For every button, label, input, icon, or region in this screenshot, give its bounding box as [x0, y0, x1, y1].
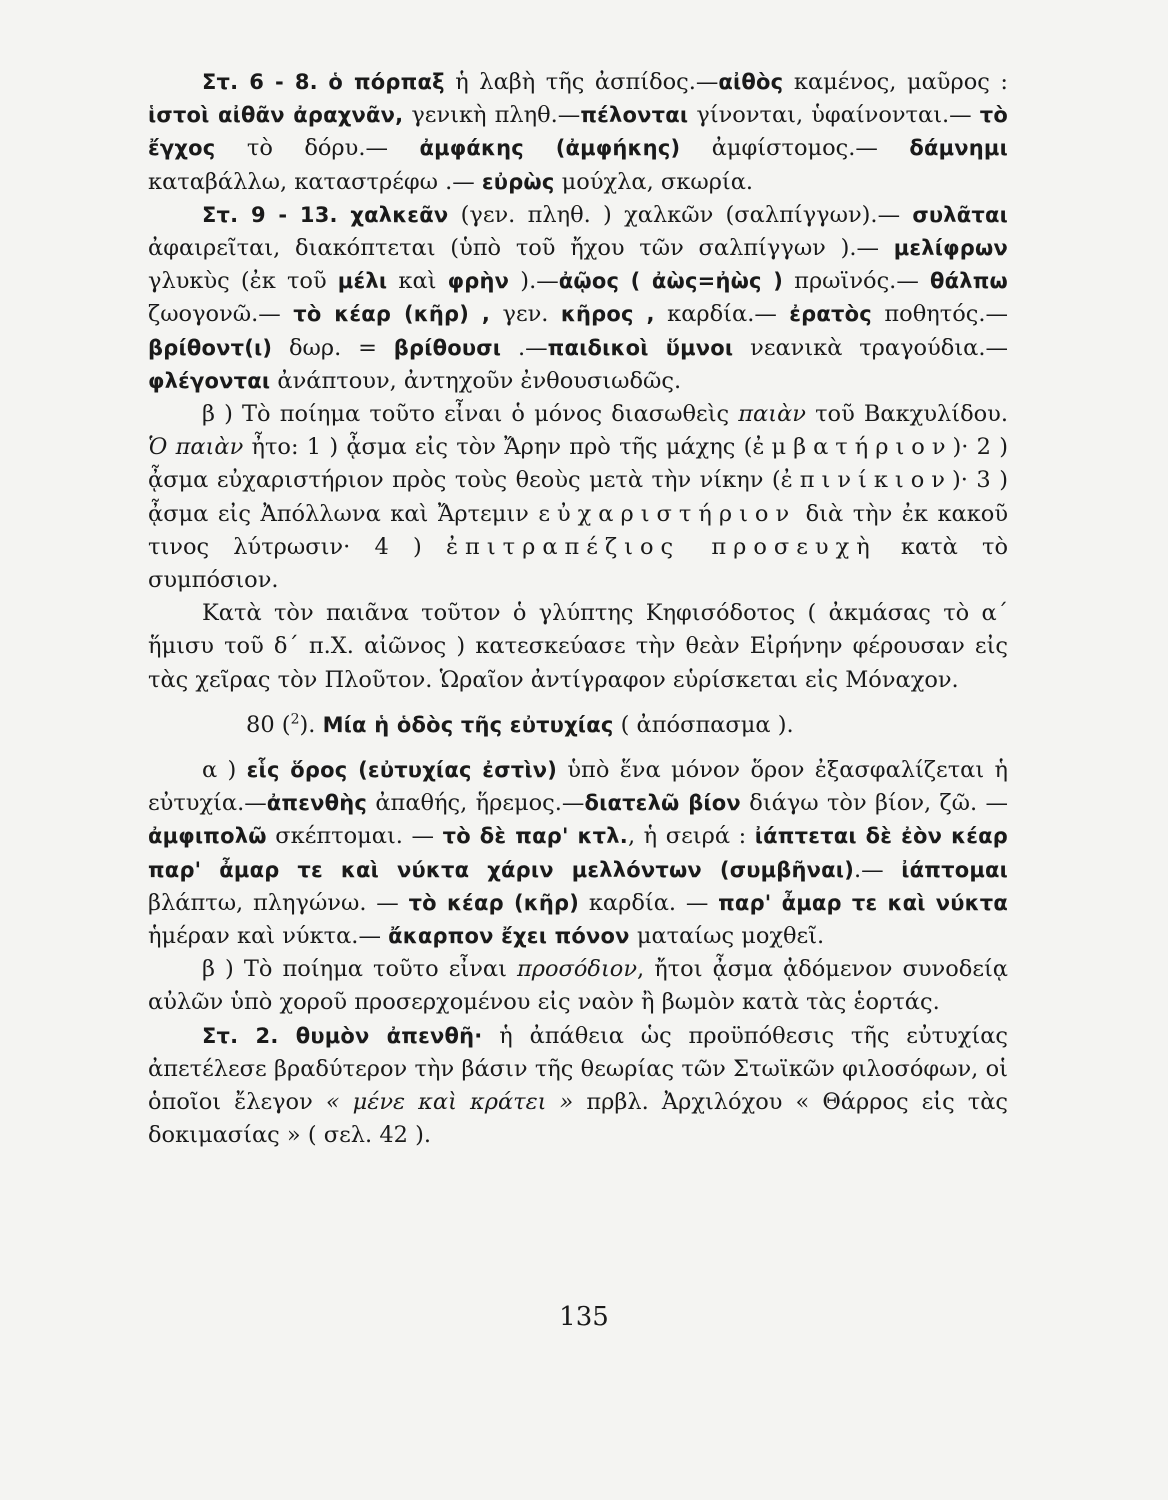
term: τὸ κέαρ (κῆρ) , — [293, 302, 491, 327]
text: )· 3 ) ᾆσμα εἰς Ἀπόλλωνα καὶ Ἄρτεμιν — [148, 467, 1008, 527]
definition: πρωϊνός.— — [783, 268, 930, 295]
term: τὸ κέαρ (κῆρ) — [408, 890, 580, 915]
term: ἀμφιπολῶ — [148, 824, 267, 849]
line-ref: Στ. 2. — [202, 1023, 296, 1048]
definition: διάγω τὸν βίον, ζῶ. — — [740, 790, 1009, 817]
definition: καρδία. — — [579, 889, 719, 916]
section-number-close: ). — [299, 711, 323, 738]
footnote-mark: 2 — [290, 711, 300, 728]
definition: καὶ — [387, 268, 448, 295]
text: β ) Τὸ ποίημα τοῦτο εἶναι — [202, 956, 517, 983]
term: ἀπενθὴς — [266, 791, 368, 816]
definition: γλυκὺς (ἐκ τοῦ — [148, 268, 338, 295]
definition: καμένος, μαῦρος : — [783, 69, 1009, 95]
term: ὁ πόρπαξ — [328, 70, 445, 94]
commentary-text — [148, 66, 1008, 1153]
text: )· 2 ) ᾆσμα εὐχαριστήριον πρὸς τοὺς θεοὺς μετὰ τὴν νίκην ( — [148, 434, 1008, 494]
definition: γεν. — [490, 301, 561, 328]
definition: .— — [501, 334, 548, 361]
text: , ἤτοι ᾆσμα ᾀδόμενον συνοδείᾳ αὐλῶν ὑπὸ χοροῦ προσερχομένου εἰς ναὸν ἢ βωμὸν κατὰ τὰς ἑορτάς. — [148, 956, 1008, 1016]
definition: ἀνάπτουν, ἀντηχοῦν ἐνθουσιωδῶς. — [270, 367, 682, 394]
line-ref: Στ. 9 - 13. — [202, 202, 351, 227]
label: α ) — [202, 757, 247, 784]
definition: ἡ λαβὴ τῆς ἀσπίδος.— — [444, 69, 719, 95]
definition: ).— — [509, 268, 559, 295]
term: τὸ ἔγχος — [148, 103, 1009, 161]
note-prosodion — [148, 953, 1008, 1019]
note-lines-6-8 — [148, 66, 1008, 199]
definition: βλάπτω, πληγώνω. — — [148, 889, 409, 916]
term: εὐρὼς — [481, 169, 555, 194]
term: ἀῷος ( ἀὼς=ἠὼς ) — [558, 269, 784, 294]
spaced-term: ἐπιτραπέζιος προσευχὴ — [445, 533, 877, 560]
term: εἷς ὅρος (εὐτυχίας ἐστὶν) — [246, 758, 558, 783]
section-subtitle: ( ἀπόσπασμα ). — [613, 711, 794, 738]
definition: ἡμέραν καὶ νύκτα.— — [148, 923, 389, 950]
definition: καρδία.— — [654, 301, 790, 328]
italic-term: προσόδιον — [516, 956, 638, 983]
definition: , ἡ σειρά : — [627, 823, 755, 850]
term: κῆρος , — [560, 302, 655, 327]
term: παιδικοὶ ὕμνοι — [547, 335, 734, 360]
term: πέλονται — [580, 103, 689, 128]
text: β ) Τὸ ποίημα τοῦτο εἶναι ὁ μόνος διασωθεὶς — [202, 401, 739, 428]
definition: δωρ. = — [272, 334, 394, 361]
definition: μούχλα, σκωρία. — [554, 168, 754, 195]
spaced-term: ἐπινίκιον — [780, 467, 952, 494]
note-kephisodotos: Κατὰ τὸν παιᾶνα τοῦτον ὁ γλύπτης Κηφισόδοτος ( ἀκμάσας τὸ α΄ ἥμισυ τοῦ δ΄ π.Χ. αἰῶνος ) κατεσκεύασε τὴν θεὰν Εἰρήνην φέρουσαν εἰς τὰς χεῖρας τὸν Πλοῦτον. Ὡραῖον ἀντίγραφον εὑρίσκεται εἰς Μόναχον. — [148, 600, 1008, 693]
italic-term: παιὰν — [738, 401, 806, 428]
term: δάμνημι — [909, 136, 1008, 161]
definition: ματαίως μοχθεῖ. — [629, 923, 825, 950]
term: ἱστοὶ αἰθᾶν ἀραχνᾶν, — [148, 103, 404, 128]
text: ἡ ἀπάθεια ὡς προϋπόθεσις τῆς εὐτυχίας ἀπετέλεσε βραδύτερον τὴν βάσιν τῆς θεωρίας τῶν Στωϊκῶν φιλοσόφων, οἱ ὁποῖοι ἔλεγον — [148, 1022, 1008, 1116]
note-alpha — [148, 754, 1008, 953]
definition: ἀμφίστομος.— — [680, 135, 910, 162]
term: ἐρατὸς — [789, 302, 872, 327]
spaced-term: ἐμβατήριον — [752, 434, 953, 461]
term: αἰθὸς — [718, 70, 784, 94]
definition: γίνονται, ὑφαίνονται.— — [688, 102, 972, 129]
italic-quote: « μένε καὶ κράτει » — [325, 1089, 574, 1116]
definition: γενικὴ πληθ.— — [403, 102, 581, 129]
italic-term: Ὁ παιὰν — [148, 434, 244, 461]
term: χαλκεᾶν — [350, 202, 449, 227]
term: ἄκαρπον ἔχει πόνον — [388, 924, 630, 949]
term: ἰάπτομαι — [901, 857, 1008, 882]
term: παρ' ἆμαρ τε καὶ νύκτα — [718, 890, 1009, 915]
definition: .— — [854, 856, 902, 883]
term: βρίθουσι — [393, 335, 502, 360]
term: τὸ δὲ παρ' κτλ. — [442, 824, 628, 849]
note-lines-9-13 — [148, 199, 1008, 398]
term: βρίθοντ(ι) — [148, 335, 273, 360]
text: κατὰ τὸ συμπόσιον. — [148, 533, 1008, 594]
spaced-term: εὐχαριστήριον — [538, 500, 797, 527]
text: τοῦ Βακχυλίδου. — [805, 401, 1008, 428]
section-heading — [148, 709, 1008, 742]
note-line-2 — [148, 1020, 1008, 1153]
term: μέλι — [337, 269, 388, 294]
definition: ὑπὸ ἕνα μόνον ὅρον ἐξασφαλίζεται ἡ εὐτυχία.— — [148, 757, 1008, 817]
definition: νεανικὰ τραγούδια.— — [733, 334, 1008, 361]
definition: ζωογονῶ.— — [148, 301, 294, 328]
section-number: 80 ( — [246, 711, 291, 738]
definition: τὸ δόρυ.— — [215, 135, 420, 162]
term: μελίφρων — [893, 236, 1008, 261]
term: συλᾶται — [912, 202, 1008, 227]
note-paian — [148, 398, 1008, 597]
definition: (γεν. πληθ. ) χαλκῶν (σαλπίγγων).— — [448, 201, 913, 228]
definition: σκέπτομαι. — — [266, 823, 443, 850]
term: ἰάπτεται δὲ ἐὸν κέαρ παρ' ἆμαρ τε καὶ νύκτα χάριν μελλόντων (συμβῆναι) — [148, 824, 1008, 882]
text: πρβλ. Ἀρχιλόχου « Θάρρος εἰς τὰς δοκιμασίας » ( σελ. 42 ). — [148, 1089, 1008, 1149]
definition: καταβάλλω, καταστρέφω .— — [148, 168, 482, 195]
term: θυμὸν ἀπενθῆ· — [295, 1023, 483, 1048]
term: θάλπω — [930, 269, 1009, 294]
text: ἦτο: 1 ) ᾆσμα εἰς τὸν Ἄρην πρὸ τῆς μάχης ( — [243, 434, 753, 461]
page-number: 135 — [559, 1302, 609, 1332]
definition: ἀφαιρεῖται, διακόπτεται (ὑπὸ τοῦ ἤχου τῶν σαλπίγγων ).— — [148, 235, 894, 262]
section-title: Μία ἡ ὁδὸς τῆς εὐτυχίας — [322, 712, 614, 737]
term: φλέγονται — [148, 368, 271, 393]
definition: ἀπαθής, ἥρεμος.— — [367, 790, 585, 817]
term: φρὴν — [447, 269, 510, 294]
term: διατελῶ βίον — [584, 791, 741, 816]
line-ref: Στ. 6 - 8. — [202, 70, 318, 94]
text: διὰ τὴν ἐκ κακοῦ τινος λύτρωσιν· 4 ) — [148, 500, 1008, 560]
term: ἀμφάκης (ἀμφήκης) — [419, 136, 681, 161]
definition: ποθητός.— — [871, 301, 1008, 328]
